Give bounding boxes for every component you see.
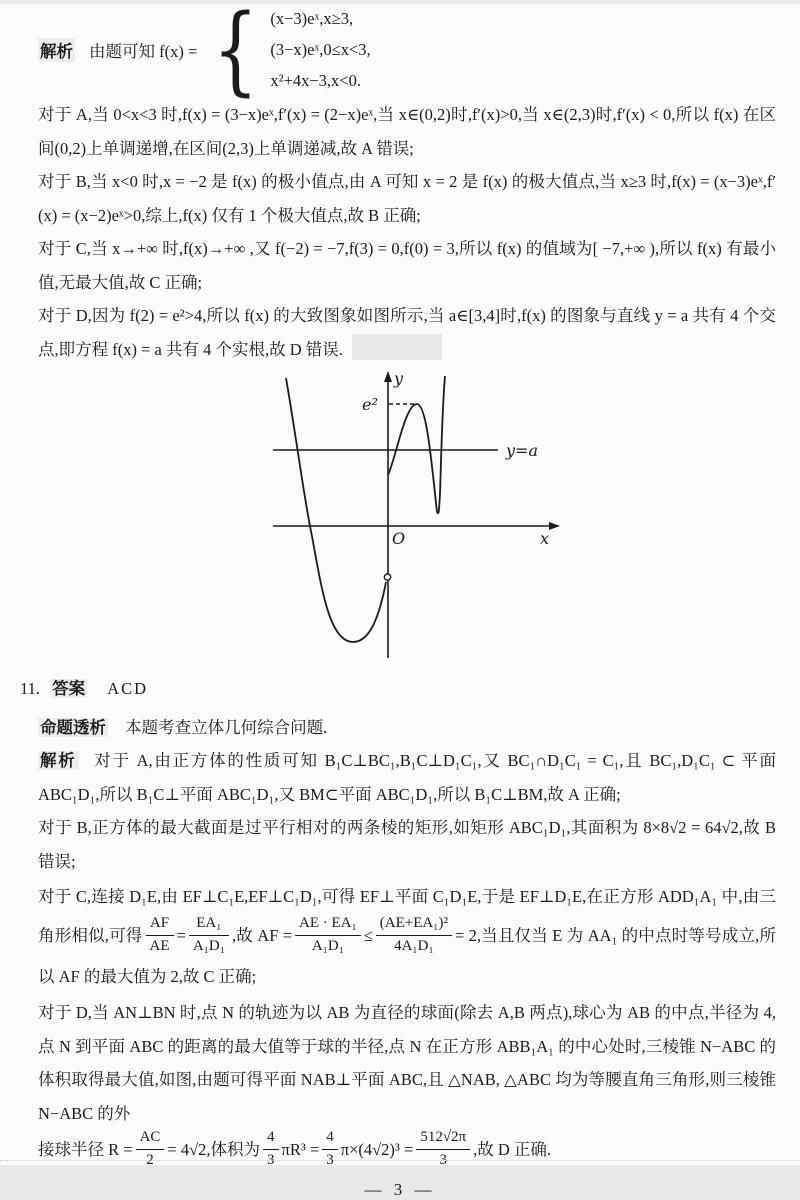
q11-c-seg2: = [176,925,186,945]
exponential-branch [388,376,445,513]
parabola-branch [286,378,386,642]
y-axis-label: y [394,369,404,388]
answer-label: 答案 [52,679,86,698]
question-number: 11. [20,679,41,698]
q10-option-a-analysis: 对于 A,当 0<x<3 时,f(x) = (3−x)eˣ,f′(x) = (2−x)eˣ,当 x∈(0,2)时,f′(x)>0,当 x∈(2,3)时,f′(x) < 0,所以 f(x) 在区间(0,2)上单调递增,在区间(2,3)上单调递减,故 A 错误; [38,105,776,158]
piecewise-case-1: (x−3)eˣ,x≥3, [270,9,354,28]
q11-c-seg3: ,故 AF = [231,925,293,945]
q11-e-seg5: ,故 D 正确. [473,1139,552,1159]
line-label: y=a [506,441,538,460]
fraction: $\frac{\text{EA₁}}{\text{A₁D₁}}$ [189,914,229,956]
y-axis-arrow [384,371,392,382]
q11-c-seg5: = 2,当且仅当 E 为 AA₁ 的中点时等号成立,所以 AF 的最大值为 2,故 C 正确; [38,925,777,986]
fraction: $\frac{AC}{2}$ [136,1128,165,1170]
function-graph-svg [266,366,566,666]
origin-label: O [392,529,406,548]
q11-option-c-analysis [38,878,776,996]
q11-option-d-analysis: 对于 D,当 AN⊥BN 时,点 N 的轨迹为以 AB 为直径的球面(除去 A,B 两点),球心为 AB 的中点,半径为 4,点 N 到平面 ABC 的距离的最大值等于球的半径,点 N 在正方形 ABB₁A₁ 的中心处时,三棱锥 N−ABC 的体积取得最大值,如图,由题可得平面 NAB⊥平面 ABC,且 △NAB, △ABC 均为等腰直角三角形,则三棱锥 N−ABC 的外 [38,1003,776,1123]
q11-c-seg4: ≤ [363,925,373,945]
curly-brace: { [212,0,259,106]
q11-e-seg4: π×(4√2)³ = [340,1139,414,1159]
open-endpoint-circle [384,574,390,580]
q11-option-a-analysis [38,744,776,811]
q11-answer-row [20,672,776,705]
q11-option-d-volume-line [38,1130,776,1172]
fraction: $\frac{4}{3}$ [322,1128,338,1170]
q11-option-b-analysis: 对于 B,正方体的最大截面是过平行相对的两条棱的矩形,如矩形 ABC₁D₁,其面积为 8×8√2 = 64√2,故 B 错误; [38,818,776,871]
scan-bottom-edge [0,1160,800,1161]
piecewise-cases [270,7,370,93]
scan-artifact [352,334,442,360]
topic-label: 命题透析 [40,718,106,737]
topic-text: 本题考查立体几何综合问题. [125,718,328,737]
q10-option-c-analysis: 对于 C,当 x→+∞ 时,f(x)→+∞ ,又 f(−2) = −7,f(3) = 0,f(0) = 3,所以 f(x) 的值域为[ −7,+∞ ),所以 f(x) 有最小值,无最大值,故 C 正确; [38,239,776,292]
intro-text: 由题可知 f(x) = [89,42,198,61]
q11-e-seg2: = 4√2,体积为 [167,1139,261,1159]
fraction: $\frac{\text{(AE+EA₁)²}}{\text{4A₁D₁}}$ [376,914,452,956]
q11-e-seg1: 接球半径 R = [38,1139,133,1159]
q11-option-a-text: 对于 A,由正方体的性质可知 B₁C⊥BC₁,B₁C⊥D₁C₁,又 BC₁∩D₁C₁ = C₁,且 BC₁,D₁C₁ ⊂ 平面 ABC₁D₁,所以 B₁C⊥平面 ABC₁D₁,又 BM⊂平面 ABC₁D₁,所以 B₁C⊥BM,故 A 正确; [38,751,777,804]
q11-c-seg1: 对于 C,连接 D₁E,由 EF⊥C₁E,EF⊥C₁D₁,可得 EF⊥平面 C₁D₁E,于是 EF⊥D₁E,在正方形 ADD₁A₁ 中,由三角形相似,可得 [38,887,776,945]
page-number: — 3 — [364,1180,436,1199]
x-axis-label: x [540,529,550,548]
answer-value: ACD [107,679,149,698]
peak-value-label: e² [362,395,378,414]
q10-option-d-analysis: 对于 D,因为 f(2) = e²>4,所以 f(x) 的大致图象如图所示,当 a∈[3,4]时,f(x) 的图象与直线 y = a 共有 4 个交点,即方程 f(x) = a 共有 4 个实根,故 D 错误. [38,306,776,359]
q10-piecewise-definition [38,0,800,106]
q11-topic-row [38,711,776,744]
solution-label: 解析 [38,38,75,62]
fraction: $\frac{512√2\pi}{3}$ [416,1128,470,1170]
q10-option-b-analysis: 对于 B,当 x<0 时,x = −2 是 f(x) 的极小值点,由 A 可知 x = 2 是 f(x) 的极大值点,当 x≥3 时,f(x) = (x−3)eˣ,f′(x) = (x−2)eˣ>0,综上,f(x) 仅有 1 个极大值点,故 B 正确; [38,172,776,225]
solution-label: 解析 [40,751,77,770]
q11-e-seg3: πR³ = [281,1139,320,1159]
x-axis-arrow [549,522,560,530]
fraction: $\frac{\text{AE · EA₁}}{\text{A₁D₁}}$ [295,914,361,956]
piecewise-case-3: x²+4x−3,x<0. [270,71,361,90]
function-graph-figure [0,366,800,666]
fraction: $\frac{AF}{AE}$ [146,914,174,956]
piecewise-case-2: (3−x)eˣ,0≤x<3, [270,40,371,59]
fraction: $\frac{4}{3}$ [263,1128,279,1170]
